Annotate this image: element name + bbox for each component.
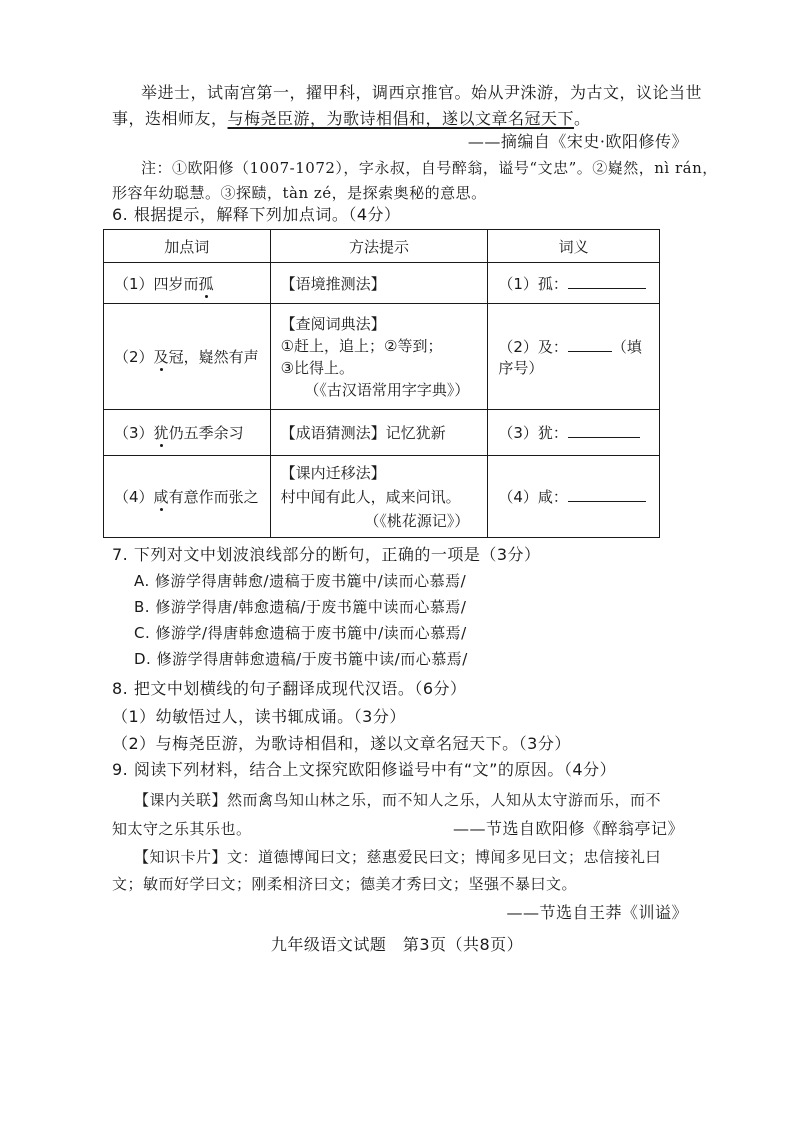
q9-material-2-line-1: 【知识卡片】文：道德博闻曰文；慈惠爱民曰文；博闻多见曰文；忠信接礼曰 <box>134 848 662 866</box>
table-row <box>104 263 660 304</box>
q7-stem: 7. 下列对文中划波浪线部分的断句，正确的一项是（3分） <box>112 545 541 564</box>
q7-option-b[interactable]: B. 修游学得唐/韩愈遗稿/于废书簏中读而心慕焉/ <box>134 598 467 616</box>
header-meaning: 词义 <box>488 230 660 263</box>
hint-cell: 【查阅词典法】 ①赶上，追上；②等到； ③比得上。 （《古汉语常用字字典》） <box>270 304 488 410</box>
hint-cell: 【成语猜测法】记忆犹新 <box>270 410 488 456</box>
underlined-sentence: 与梅尧臣游，为歌诗相倡和，遂以文章名冠天下 <box>227 109 575 128</box>
q7-option-d[interactable]: D. 修游学得唐韩愈遗稿/于废书簏中读/而心慕焉/ <box>134 650 468 668</box>
q8-sentence-1: （1）幼敏悟过人，读书辄成诵。（3分） <box>112 707 406 726</box>
dotted-word: 及 <box>153 348 169 366</box>
q7-option-a[interactable]: A. 修游学得唐韩愈/遗稿于废书簏中/读而心慕焉/ <box>134 572 467 590</box>
answer-cell: （2）及： （填序号） <box>488 304 660 410</box>
q9-material-1-line-2: 知太守之乐其乐也。 <box>112 820 252 838</box>
answer-cell: （4）咸： <box>488 456 660 538</box>
table-row <box>104 456 660 538</box>
dotted-word: 犹 <box>153 424 169 442</box>
table-row <box>104 304 660 410</box>
header-phrase: 加点词 <box>104 230 271 263</box>
dotted-word: 咸 <box>153 488 169 506</box>
q8-sentence-2: （2）与梅尧臣游，为歌诗相倡和，遂以文章名冠天下。（3分） <box>112 734 571 753</box>
q9-material-1-line-1: 【课内关联】然而禽鸟知山林之乐，而不知人之乐，人知从太守游而乐，而不 <box>134 791 662 809</box>
passage-source: ——摘编自《宋史·欧阳修传》 <box>467 132 688 151</box>
answer-cell: （3）犹： <box>488 410 660 456</box>
q9-material-2-line-2: 文；敏而好学曰文；刚柔相济曰文；德美才秀曰文；坚强不暴曰文。 <box>112 875 578 893</box>
header-hint: 方法提示 <box>270 230 488 263</box>
answer-blank[interactable] <box>568 487 646 502</box>
passage-line-2 <box>112 108 591 130</box>
passage-line-1: 举进士，试南宫第一，擢甲科，调西京推官。始从尹洙游，为古文，议论当世 <box>141 83 703 102</box>
q6-table <box>103 229 660 538</box>
dotted-word: 孤 <box>198 274 214 293</box>
q6-stem: 6. 根据提示，解释下列加点词。（4分） <box>112 205 401 224</box>
page-footer: 九年级语文试题 第3页（共8页） <box>270 935 524 954</box>
passage-line-2-start: 事，迭相师友， <box>112 109 228 128</box>
q9-stem: 9. 阅读下列材料，结合上文探究欧阳修谥号中有“文”的原因。（4分） <box>112 760 617 779</box>
phrase-cell: （1）四岁而孤 <box>104 263 271 304</box>
note-line-1: 注：①欧阳修（1007-1072），字永叔，自号醉翁，谥号“文忠”。②嶷然，nì rán， <box>141 159 718 177</box>
hint-cell: 【语境推测法】 <box>270 263 488 304</box>
hint-cell: 【课内迁移法】 村中闻有此人，咸来问讯。 （《桃花源记》） <box>270 456 488 538</box>
answer-blank[interactable] <box>568 423 640 438</box>
answer-blank[interactable] <box>568 274 646 289</box>
table-header-row <box>104 230 660 263</box>
answer-cell: （1）孤： <box>488 263 660 304</box>
table-row <box>104 410 660 456</box>
phrase-cell: （4）咸有意作而张之 <box>104 456 271 538</box>
q7-option-c[interactable]: C. 修游学/得唐韩愈遗稿于废书簏中/读而心慕焉/ <box>134 624 467 642</box>
q8-stem: 8. 把文中划横线的句子翻译成现代汉语。（6分） <box>112 679 467 698</box>
passage-line-2-end: 。 <box>574 109 591 128</box>
q9-material-1-source: ——节选自欧阳修《醉翁亭记》 <box>452 819 684 838</box>
phrase-cell: （2）及冠，嶷然有声 <box>104 304 271 410</box>
answer-blank[interactable] <box>568 337 612 352</box>
note-line-2: 形容年幼聪慧。③探赜，tàn zé，是探索奥秘的意思。 <box>112 184 487 202</box>
phrase-cell: （3）犹仍五季余习 <box>104 410 271 456</box>
q9-material-2-source: ——节选自王莽《训谥》 <box>506 903 688 922</box>
